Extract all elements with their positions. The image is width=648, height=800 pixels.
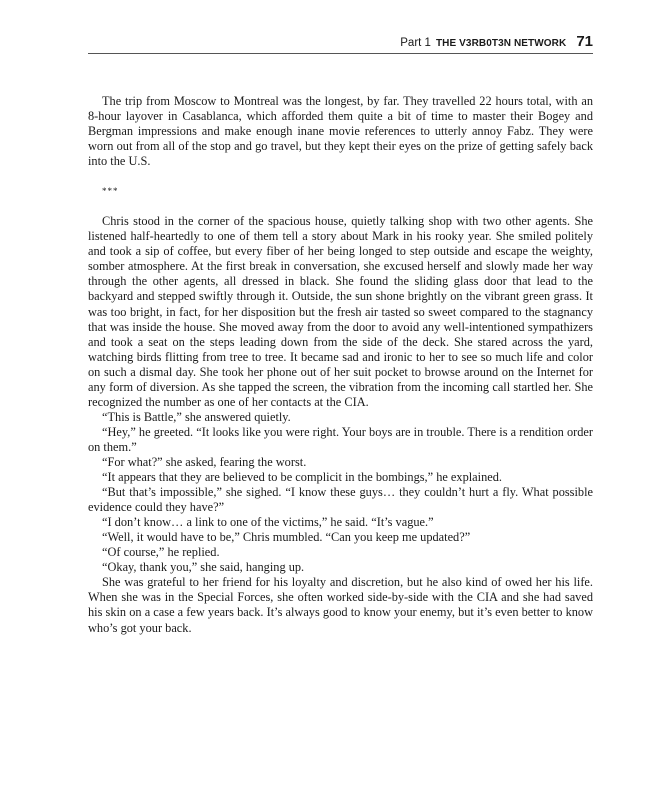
paragraph: “But that’s impossible,” she sighed. “I know these guys… they couldn’t hurt a fly. What possible evidence could they have?” <box>88 485 593 515</box>
header-rule <box>88 53 593 54</box>
paragraph: “Well, it would have to be,” Chris mumbled. “Can you keep me updated?” <box>102 530 471 545</box>
paragraph: “It appears that they are believed to be complicit in the bombings,” he explained. <box>102 470 503 485</box>
paragraph: “For what?” she asked, fearing the worst. <box>102 454 307 469</box>
page-number: 71 <box>576 33 593 50</box>
paragraph: “This is Battle,” she answered quietly. <box>102 409 291 424</box>
paragraph: “Okay, thank you,” she said, hanging up. <box>102 560 305 575</box>
paragraph: “Hey,” he greeted. “It looks like you were right. Your boys are in trouble. There is a rendition order on them.” <box>88 424 593 454</box>
spacer <box>88 169 593 184</box>
section-break: *** <box>102 186 119 197</box>
spacer <box>88 199 593 214</box>
paragraph: “Of course,” he replied. <box>102 545 220 560</box>
running-header <box>88 33 593 51</box>
paragraph: Chris stood in the corner of the spacious house, quietly talking shop with two other agents. She listened half-heartedly to one of them tell a story about Mark in his rooky year. She smiled politely and took a sip of coffee, but every fiber of her being longed to step outside and escape the weighty, somber atmosphere. At the first break in conversation, she excused herself and slowly made her way through the other agents, all dressed in black. She found the sliding glass door that lead to the backyard and stepped swiftly through it. Outside, the sun shone brightly on the vibrant green grass. It was too bright, in fact, for her disposition but the fresh air tasted so sweet compared to the stagnancy that was inside the house. She moved away from the door to avoid any well-intentioned sympathizers and took a seat on the steps leading down from the side of the deck. She stared across the yard, watching birds flitting from tree to tree. It became sad and ironic to her to see so much life and color on such a dismal day. She took her phone out of her suit pocket to browse around on the Internet for any form of diversion. As she tapped the screen, the vibration from the incoming call startled her. She recognized the number as one of her contacts at the CIA. <box>88 214 593 409</box>
page-body <box>88 94 593 636</box>
paragraph: “I don’t know… a link to one of the victims,” he said. “It’s vague.” <box>102 515 434 530</box>
paragraph: The trip from Moscow to Montreal was the longest, by far. They travelled 22 hours total, with an 8-hour layover in Casablanca, which afforded them quite a bit of time to master their Bogey and Bergman impressions and make enough inane movie references to utterly annoy Fabz. They were worn out from all of the stop and go travel, but they kept their eyes on the prize of getting safely back into the U.S. <box>88 94 593 169</box>
book-title: THE V3RB0T3N NETWORK <box>435 38 567 49</box>
paragraph: She was grateful to her friend for his loyalty and discretion, but he also kind of owed her his life. When she was in the Special Forces, she often worked side-by-side with the CIA and she had saved his skin on a case a few years back. It’s always good to know your enemy, but it’s even better to know who’s got your back. <box>88 575 593 635</box>
part-label: Part 1 <box>400 37 431 49</box>
